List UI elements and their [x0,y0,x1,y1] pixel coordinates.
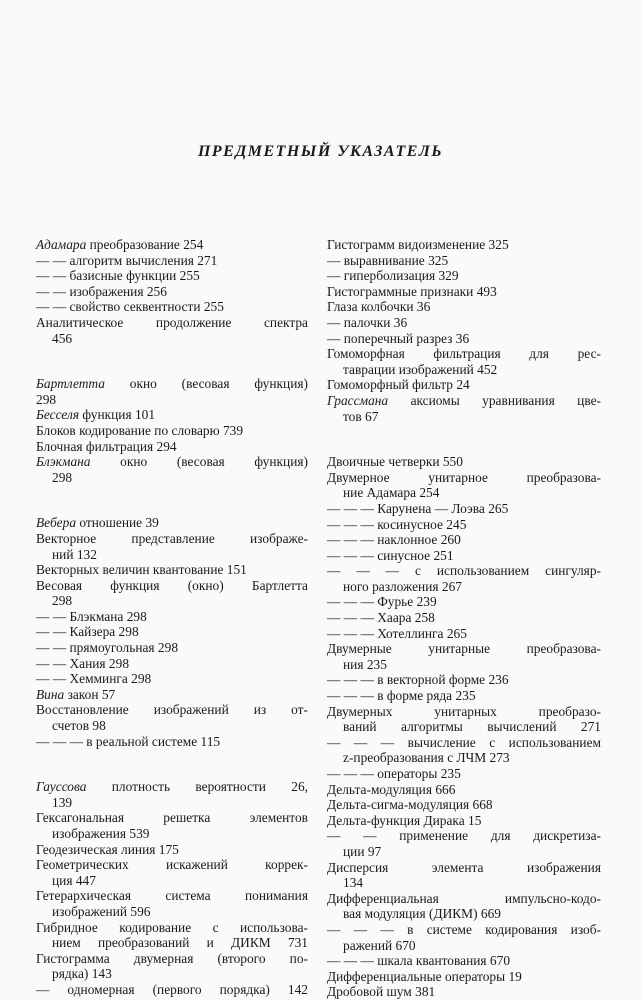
index-text: — — — Хаара 258 [327,610,435,626]
index-text: преобразование 254 [86,237,204,252]
index-text: — — — в реальной системе 115 [36,733,221,749]
index-name: Вебера [36,515,77,531]
index-text: — — свойство секвентности 255 [36,299,224,315]
index-entry [36,547,308,563]
index-entry [36,531,308,547]
index-entry [36,609,308,625]
index-entry [327,688,601,704]
index-text: — — базисные функции 255 [36,268,200,284]
index-name: Блэкмана [36,454,91,470]
index-text: Гомоморфная фильтрация для рес- [327,346,601,362]
section-gap [36,749,308,779]
index-text: 298 [52,593,73,609]
index-entry [36,702,308,718]
index-entry [327,299,601,315]
index-text: — — — Хотеллинга 265 [327,625,467,641]
index-entry [36,331,308,347]
index-text: Блочная фильтрация 294 [36,438,177,454]
index-text: ния 235 [343,656,387,672]
index-text: Векторное представление изображе- [36,530,308,546]
index-text: плотность вероятности 26, [86,779,308,795]
index-name: Адамара [36,237,87,252]
index-text: 298 [52,469,73,485]
index-entry [327,501,601,517]
index-text: ражений 670 [343,937,416,953]
index-entry [327,672,601,688]
index-entry [36,779,308,795]
index-text: Геометрических искажений коррек- [36,857,308,873]
index-entry [327,875,601,891]
index-entry [36,284,308,300]
index-text: окно (весовая функция) [104,376,308,392]
index-entry [327,626,601,642]
section-gap [36,485,308,515]
index-text: рядка) 143 [52,966,112,982]
index-entry [36,810,308,826]
index-entry [36,966,308,982]
index-text: — — применение для дискретиза- [327,828,601,844]
index-entry [36,423,308,439]
index-text: Аналитическое продолжение спектра [36,314,308,330]
index-name: Бесселя [36,407,80,423]
index-entry [36,253,308,269]
index-text: — поперечный разрез 36 [327,330,470,346]
index-entry [327,641,601,657]
index-text: — — — в форме ряда 235 [327,688,476,704]
index-text: — — — с использованием сингуляр- [327,563,601,579]
left-column [36,237,308,998]
index-entry [36,268,308,284]
index-text: ции 97 [343,843,382,859]
index-entry [327,284,601,300]
index-entry [327,782,601,798]
index-entry [327,766,601,782]
index-text: Гистограммные признаки 493 [327,283,497,299]
index-text: — — — Фурье 239 [327,594,437,610]
index-text: изображения 539 [52,826,150,841]
section-gap [36,346,308,376]
index-text: изображений 596 [52,903,151,919]
index-text: аксиомы уравнивания цве- [388,392,601,408]
index-text: Дробовой шум 381 [327,984,436,1000]
index-entry [327,253,601,269]
index-entry [36,935,308,951]
index-entry [36,734,308,750]
index-text: — — — шкала квантования 670 [327,953,511,969]
index-entry [36,454,308,470]
index-text: z-преобразования с ЛЧМ 273 [343,750,510,766]
index-entry [36,470,308,486]
index-text: 134 [343,875,364,891]
index-entry [327,860,601,876]
index-text: Двоичные четверки 550 [327,454,463,470]
index-entry [36,624,308,640]
index-name: Гауссова [36,779,87,795]
index-entry [327,315,601,331]
index-entry [327,393,601,409]
index-text: Восстановление изображений из от- [36,702,308,718]
index-text: Дельта-функция Дирака 15 [327,812,482,828]
index-text: — гиперболизация 329 [327,268,459,284]
index-entry [327,719,601,735]
index-entry [327,268,601,284]
index-text: Весовая функция (окно) Бартлетта [36,577,308,593]
index-text: — — — наклонное 260 [327,532,461,548]
index-entry [327,906,601,922]
index-entry [327,813,601,829]
index-text: отношение 39 [76,515,159,531]
index-entry [327,579,601,595]
index-text: ний 132 [52,546,97,562]
index-name: Бартлетта [36,376,105,392]
index-entry [36,873,308,889]
index-entry [327,532,601,548]
index-text: — — — синусное 251 [327,547,454,563]
index-text: счетов 98 [52,718,106,734]
index-text: Гексагональная решетка элементов [36,810,308,826]
index-entry [36,407,308,423]
index-text: вая модуляция (ДИКМ) 669 [343,906,501,922]
index-text: Дифференциальная импульсно-кодо- [327,890,601,906]
index-text: нием преобразований и ДИКМ 731 [52,935,308,951]
index-entry [36,376,308,392]
index-entry [36,439,308,455]
index-text: ция 447 [52,872,96,888]
index-text: тов 67 [343,408,379,424]
index-text: — — алгоритм вычисления 271 [36,252,218,268]
index-text: — — — вычисление с использованием [327,734,601,750]
index-text: ваний алгоритмы вычислений 271 [343,719,601,735]
index-name: Грассмана [327,392,389,408]
index-text: Гомоморфный фильтр 24 [327,377,470,393]
index-text: 139 [52,794,73,810]
index-entry [36,795,308,811]
index-entry [327,984,601,1000]
index-entry [36,687,308,703]
index-entry [36,656,308,672]
index-text: Двумерные унитарные преобразова- [327,641,601,657]
index-entry [327,610,601,626]
index-entry [327,548,601,564]
index-entry [327,828,601,844]
index-entry [36,857,308,873]
index-entry [36,392,308,408]
index-entry [36,920,308,936]
index-entry [36,237,308,253]
index-entry [327,377,601,393]
index-text: функция 101 [79,407,156,423]
index-entry [36,718,308,734]
index-entry [327,454,601,470]
index-entry [327,735,601,751]
index-entry [36,842,308,858]
index-entry [327,922,601,938]
index-entry [327,470,601,486]
index-text: — — — операторы 235 [327,766,461,781]
index-entry [327,346,601,362]
index-entry [327,797,601,813]
right-column [327,237,601,1000]
index-text: — — Блэкмана 298 [36,608,147,624]
index-entry [36,515,308,531]
index-text: — — Кайзера 298 [36,624,139,640]
index-entry [36,578,308,594]
index-text: Гибридное кодирование с использова- [36,919,308,935]
index-entry [327,657,601,673]
index-text: — — — в векторной форме 236 [327,672,509,688]
index-entry [327,485,601,501]
index-text: — — — Карунена — Лоэва 265 [327,500,509,516]
index-text: Дисперсия элемента изображения [327,859,601,875]
index-entry [36,299,308,315]
index-text: Гистограмма двумерная (второго по- [36,950,308,966]
index-text: Гетерархическая система понимания [36,888,308,904]
index-text: Блоков кодирование по словарю 739 [36,422,244,438]
index-entry [327,953,601,969]
index-entry [327,517,601,533]
index-text: Дифференциальные операторы 19 [327,968,522,984]
index-entry [36,888,308,904]
index-entry [327,969,601,985]
index-entry [327,844,601,860]
index-text: Векторных величин квантование 151 [36,562,247,578]
index-entry [327,891,601,907]
index-entry [36,951,308,967]
index-entry [327,938,601,954]
index-entry [327,362,601,378]
index-text: — — — в системе кодирования изоб- [327,921,601,937]
index-text: закон 57 [64,686,116,702]
index-text: ние Адамара 254 [343,485,440,501]
index-entry [36,826,308,842]
index-text: Двумерных унитарных преобразо- [327,703,601,719]
index-entry [36,315,308,331]
index-text: — выравнивание 325 [327,252,449,268]
index-entry [327,237,601,253]
index-entry [36,562,308,578]
index-text: — палочки 36 [327,314,408,330]
index-entry [327,331,601,347]
index-entry [327,750,601,766]
index-text: Двумерное унитарное преобразова- [327,469,601,485]
index-text: Дельта-модуляция 666 [327,781,456,797]
index-entry [327,704,601,720]
index-text: — — Хания 298 [36,655,130,671]
index-text: Гистограмм видоизменение 325 [327,237,509,252]
index-entry [327,563,601,579]
index-text: Глаза колбочки 36 [327,299,431,315]
index-text: Геодезическая линия 175 [36,841,179,857]
index-text: — — — косинусное 245 [327,516,467,532]
index-text: ного разложения 267 [343,578,462,594]
index-name: Вина [36,686,65,702]
index-text: — — изображения 256 [36,283,167,299]
section-gap [327,424,601,454]
index-entry [36,671,308,687]
page-title: ПРЕДМЕТНЫЙ УКАЗАТЕЛЬ [197,143,444,160]
index-text: 456 [52,330,73,346]
index-entry [36,640,308,656]
index-text: таврации изображений 452 [343,361,498,377]
index-text: — — прямоугольная 298 [36,640,179,656]
index-entry [36,593,308,609]
index-text: Дельта-сигма-модуляция 668 [327,797,493,813]
index-text: 298 [36,391,57,407]
index-text: — одномерная (первого порядка) 142 [36,981,308,997]
index-entry [36,904,308,920]
index-text: окно (весовая функция) [90,454,308,470]
index-entry [327,594,601,610]
index-text: — — Хемминга 298 [36,671,152,687]
index-entry [327,409,601,425]
